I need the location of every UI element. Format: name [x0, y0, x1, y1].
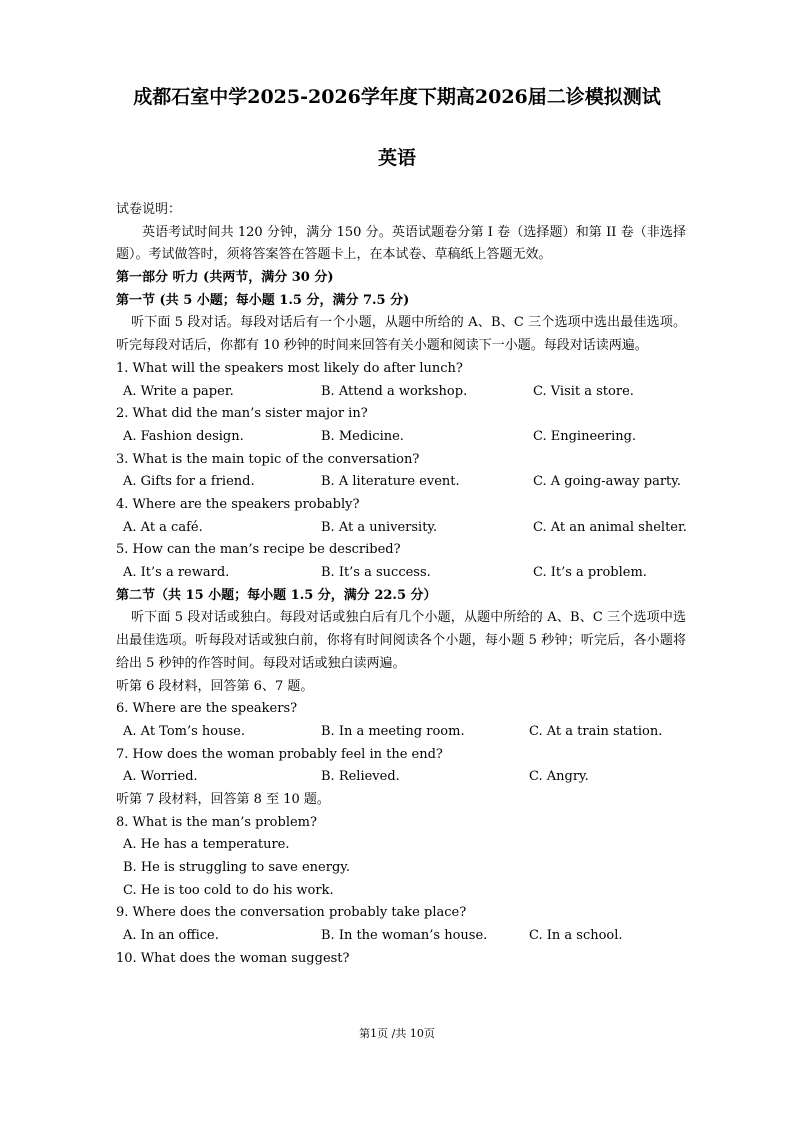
question-4: 4. Where are the speakers probably?: [116, 497, 360, 512]
option-b: B. He is struggling to save energy.: [123, 860, 351, 876]
option-a: A. At Tom’s house.: [123, 723, 245, 739]
subject-title: 英语: [377, 147, 416, 169]
option-c: C. Angry.: [529, 769, 589, 785]
option-a: A. Worried.: [123, 769, 198, 785]
question-5-options: [116, 562, 686, 585]
option-c: C. At an animal shelter.: [533, 519, 687, 535]
question-5: 5. How can the man’s recipe be described?: [116, 542, 401, 558]
question-1: 1. What will the speakers most likely do after lunch?: [116, 360, 463, 376]
option-c: C. Engineering.: [533, 428, 637, 444]
option-c: C. At a train station.: [529, 723, 663, 739]
question-9-options: [116, 925, 686, 948]
instructions-text: 英语考试时间共 120 分钟，满分 150 分。英语试题卷分第 I 卷（选择题）和第 II 卷（非选择题）。考试做答时，须将答案答在答题卡上，在本试卷、草稿纸上答题无效。: [116, 224, 686, 263]
page-number: 第1页 /共 10页: [359, 1027, 435, 1040]
exam-title: 成都石室中学2025-2026学年度下期高2026届二诊模拟测试: [133, 86, 661, 108]
option-b: B. At a university.: [321, 519, 438, 535]
option-a: A. At a café.: [123, 519, 203, 535]
material-7-note: 听第 7 段材料，回答第 8 至 10 题。: [116, 791, 330, 807]
part1-heading: 第一部分 听力 (共两节，满分 30 分): [116, 270, 334, 286]
option-a: A. Gifts for a friend.: [123, 474, 255, 490]
option-a: A. It’s a reward.: [123, 565, 230, 581]
option-a: A. Write a paper.: [123, 383, 234, 399]
option-c: C. A going-away party.: [533, 474, 682, 490]
question-1-options: [116, 381, 686, 404]
section1-directions: 听下面 5 段对话。每段对话后有一个小题，从题中所给的 A、B、C 三个选项中选出最佳选项。听完每段对话后，你都有 10 秒钟的时间来回答有关小题和阅读下一小题。每段对话读两遍。: [116, 315, 686, 354]
section2-directions: 听下面 5 段对话或独白。每段对话或独白后有几个小题，从题中所给的 A、B、C 三个选项中选出最佳选项。听每段对话或独白前，你将有时间阅读各个小题，每小题 5 秒钟；听完后，各小题将给出 5 秒钟的作答时间。每段对话或独白读两遍。: [116, 610, 686, 671]
option-b: B. Attend a workshop.: [321, 383, 468, 399]
option-b: B. Medicine.: [321, 428, 404, 444]
option-b: B. In the woman’s house.: [321, 928, 488, 944]
option-b: B. Relieved.: [321, 769, 400, 785]
question-6: 6. Where are the speakers?: [116, 701, 298, 717]
option-c: C. It’s a problem.: [533, 565, 647, 581]
question-10: 10. What does the woman suggest?: [116, 950, 350, 966]
question-4-options: [116, 517, 686, 540]
question-9: 9. Where does the conversation probably take place?: [116, 905, 467, 921]
section1-heading: 第一节 (共 5 小题；每小题 1.5 分，满分 7.5 分): [116, 292, 410, 308]
question-7-options: [116, 766, 686, 789]
option-c: C. He is too cold to do his work.: [123, 882, 334, 898]
question-3: 3. What is the main topic of the conversation?: [116, 451, 420, 467]
option-a: A. He has a temperature.: [123, 837, 290, 853]
question-7: 7. How does the woman probably feel in the end?: [116, 746, 443, 762]
option-c: C. In a school.: [529, 928, 623, 944]
option-b: B. A literature event.: [321, 474, 460, 490]
instructions-label: 试卷说明：: [116, 202, 182, 217]
question-6-options: [116, 721, 686, 744]
exam-content: [116, 199, 686, 970]
option-a: A. Fashion design.: [123, 428, 244, 444]
option-b: B. It’s a success.: [321, 565, 431, 581]
question-8: 8. What is the man’s problem?: [116, 814, 317, 830]
question-2-options: [116, 426, 686, 449]
question-3-options: [116, 471, 686, 494]
option-b: B. In a meeting room.: [321, 723, 465, 739]
section2-heading: 第二节（共 15 小题；每小题 1.5 分，满分 22.5 分）: [116, 587, 437, 603]
option-c: C. Visit a store.: [533, 383, 634, 399]
question-2: 2. What did the man’s sister major in?: [116, 406, 368, 422]
material-6-note: 听第 6 段材料，回答第 6、7 题。: [116, 678, 314, 694]
option-a: A. In an office.: [123, 928, 219, 944]
